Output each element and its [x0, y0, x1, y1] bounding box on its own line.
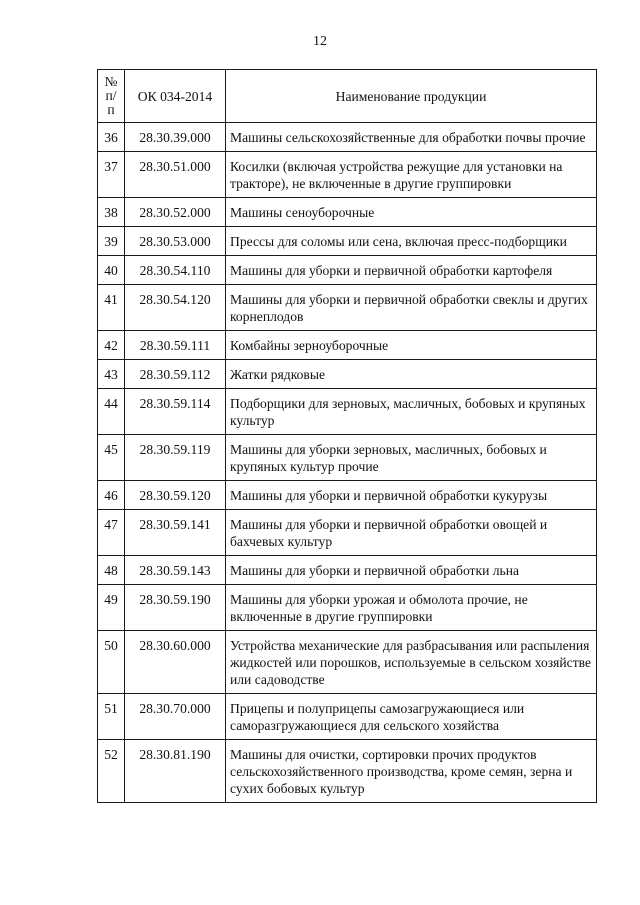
row-number: 49 [98, 585, 125, 631]
row-number: 45 [98, 435, 125, 481]
row-code: 28.30.59.112 [125, 360, 226, 389]
row-code: 28.30.60.000 [125, 631, 226, 694]
row-number: 36 [98, 123, 125, 152]
table-row [98, 389, 597, 435]
row-code: 28.30.39.000 [125, 123, 226, 152]
table-row [98, 435, 597, 481]
row-number: 48 [98, 556, 125, 585]
row-product-name: Машины для уборки зерновых, масличных, бобовых и крупяных культур прочие [226, 435, 597, 481]
row-code: 28.30.53.000 [125, 227, 226, 256]
row-code: 28.30.59.111 [125, 331, 226, 360]
row-number: 43 [98, 360, 125, 389]
row-number: 50 [98, 631, 125, 694]
table-row [98, 285, 597, 331]
row-code: 28.30.52.000 [125, 198, 226, 227]
row-number: 42 [98, 331, 125, 360]
row-number: 51 [98, 694, 125, 740]
row-number: 44 [98, 389, 125, 435]
row-product-name: Машины для уборки и первичной обработки кукурузы [226, 481, 597, 510]
row-number: 40 [98, 256, 125, 285]
table-row [98, 510, 597, 556]
row-product-name: Комбайны зерноуборочные [226, 331, 597, 360]
row-code: 28.30.59.143 [125, 556, 226, 585]
row-number: 38 [98, 198, 125, 227]
row-product-name: Машины сельскохозяйственные для обработки почвы прочие [226, 123, 597, 152]
row-number: 39 [98, 227, 125, 256]
table-row [98, 585, 597, 631]
row-code: 28.30.81.190 [125, 740, 226, 803]
row-number: 37 [98, 152, 125, 198]
row-code: 28.30.70.000 [125, 694, 226, 740]
row-code: 28.30.54.120 [125, 285, 226, 331]
row-product-name: Машины для очистки, сортировки прочих продуктов сельскохозяйственного производства, кроме семян, зерна и сухих бобовых культур [226, 740, 597, 803]
table-row [98, 152, 597, 198]
table-row [98, 631, 597, 694]
row-number: 47 [98, 510, 125, 556]
row-product-name: Прицепы и полуприцепы самозагружающиеся или саморазгружающиеся для сельского хозяйства [226, 694, 597, 740]
row-code: 28.30.54.110 [125, 256, 226, 285]
row-number: 52 [98, 740, 125, 803]
row-code: 28.30.59.141 [125, 510, 226, 556]
table-row [98, 123, 597, 152]
row-product-name: Машины сеноуборочные [226, 198, 597, 227]
row-code: 28.30.59.114 [125, 389, 226, 435]
row-product-name: Машины для уборки и первичной обработки свеклы и других корнеплодов [226, 285, 597, 331]
table-row [98, 740, 597, 803]
table-row [98, 694, 597, 740]
row-code: 28.30.59.119 [125, 435, 226, 481]
table-row [98, 331, 597, 360]
table-row [98, 481, 597, 510]
row-product-name: Машины для уборки и первичной обработки овощей и бахчевых культур [226, 510, 597, 556]
row-product-name: Машины для уборки и первичной обработки льна [226, 556, 597, 585]
header-number-symbol: № [104, 74, 118, 89]
header-number-label: п/п [105, 88, 117, 117]
products-table [97, 69, 597, 803]
table-row [98, 360, 597, 389]
header-number [98, 70, 125, 123]
row-product-name: Машины для уборки и первичной обработки картофеля [226, 256, 597, 285]
row-product-name: Косилки (включая устройства режущие для установки на тракторе), не включенные в другие группировки [226, 152, 597, 198]
row-code: 28.30.59.190 [125, 585, 226, 631]
table-row [98, 256, 597, 285]
row-product-name: Устройства механические для разбрасывания или распыления жидкостей или порошков, используемые в сельском хозяйстве или садоводстве [226, 631, 597, 694]
table-row [98, 227, 597, 256]
header-code: ОК 034-2014 [125, 70, 226, 123]
row-product-name: Подборщики для зерновых, масличных, бобовых и крупяных культур [226, 389, 597, 435]
table-header-row [98, 70, 597, 123]
row-number: 41 [98, 285, 125, 331]
table-row [98, 556, 597, 585]
row-code: 28.30.59.120 [125, 481, 226, 510]
row-product-name: Прессы для соломы или сена, включая пресс-подборщики [226, 227, 597, 256]
row-product-name: Машины для уборки урожая и обмолота прочие, не включенные в другие группировки [226, 585, 597, 631]
table-body [98, 123, 597, 803]
table-row [98, 198, 597, 227]
row-number: 46 [98, 481, 125, 510]
row-code: 28.30.51.000 [125, 152, 226, 198]
page-number: 12 [313, 34, 327, 49]
header-product-name: Наименование продукции [226, 70, 597, 123]
row-product-name: Жатки рядковые [226, 360, 597, 389]
